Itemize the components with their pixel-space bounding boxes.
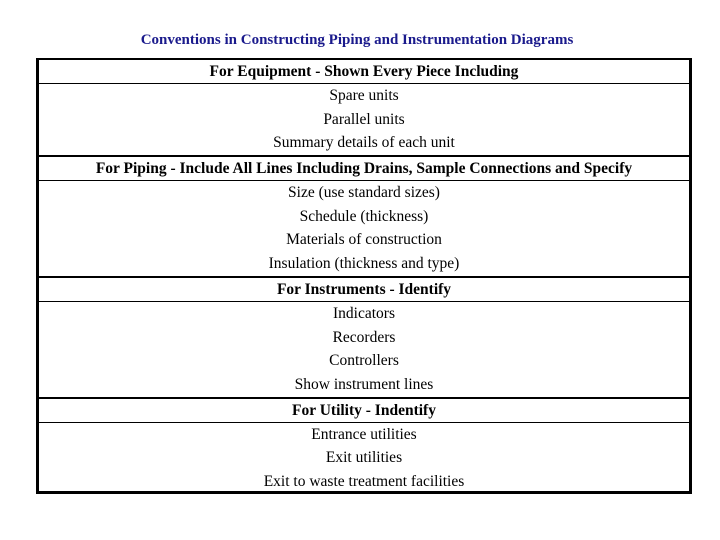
list-item: Summary details of each unit xyxy=(273,134,455,152)
list-item: Size (use standard sizes) xyxy=(288,184,440,202)
list-item: Recorders xyxy=(332,328,396,346)
list-item: Schedule (thickness) xyxy=(299,207,429,225)
list-item: Indicators xyxy=(333,304,395,322)
section-instruments xyxy=(39,276,689,397)
page-title: Conventions in Constructing Piping and Instrumentation Diagrams xyxy=(140,32,574,48)
list-item: Insulation (thickness and type) xyxy=(268,255,460,273)
section-piping xyxy=(39,155,689,276)
list-item: Entrance utilities xyxy=(311,425,417,443)
list-item: Spare units xyxy=(329,87,399,104)
section-header-instruments: For Instruments - Identify xyxy=(39,278,689,302)
conventions-table xyxy=(36,58,692,494)
section-equipment xyxy=(39,60,689,155)
section-header-equipment: For Equipment - Shown Every Piece Including xyxy=(39,60,689,84)
section-header-utility: For Utility - Indentify xyxy=(39,399,689,423)
list-item: Show instrument lines xyxy=(294,375,434,393)
list-item: Parallel units xyxy=(323,110,405,128)
list-item: Materials of construction xyxy=(286,231,442,249)
section-utility xyxy=(39,397,689,494)
list-item: Controllers xyxy=(329,352,399,370)
list-item: Exit utilities xyxy=(325,449,403,467)
section-header-piping: For Piping - Include All Lines Including Drains, Sample Connections and Specify xyxy=(39,157,689,181)
list-item: Exit to waste treatment facilities xyxy=(263,472,465,490)
